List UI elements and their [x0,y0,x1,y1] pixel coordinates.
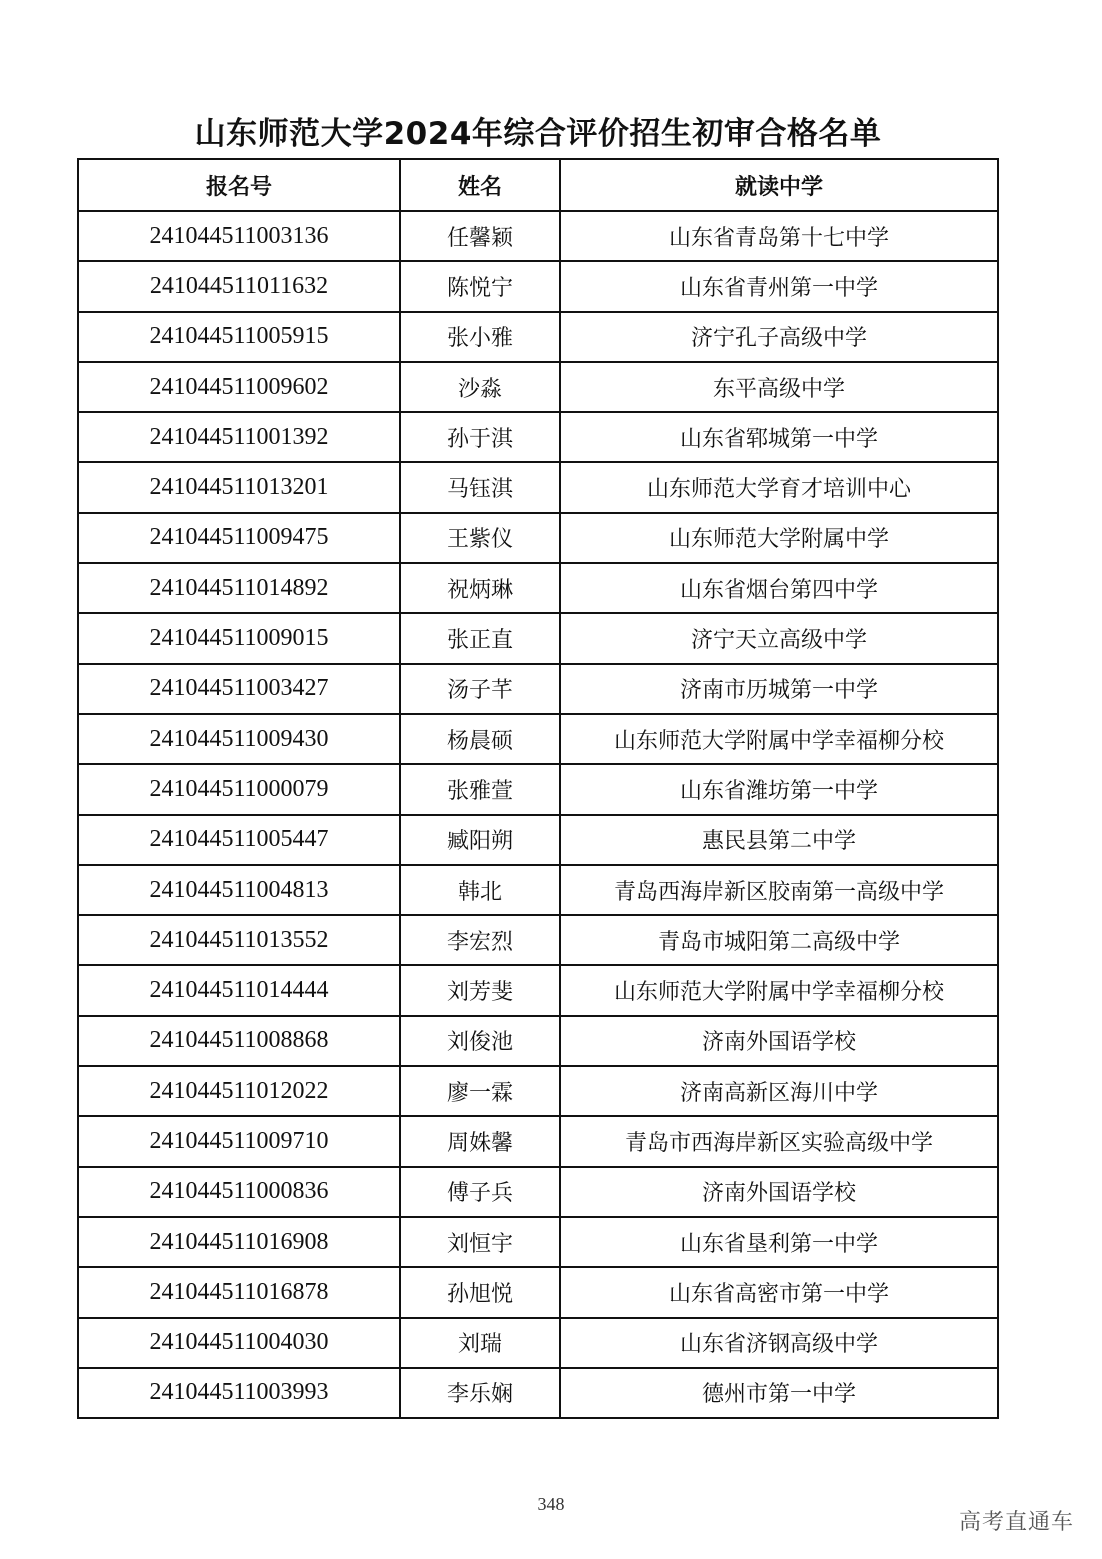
table-row [78,513,998,563]
school-cell: 山东省垦利第一中学 [560,1217,998,1267]
student-name-cell: 刘俊池 [400,1016,560,1066]
school-cell: 青岛市城阳第二高级中学 [560,915,998,965]
table-row [78,915,998,965]
registration-number-cell: 241044511014892 [78,563,400,613]
table-row [78,462,998,512]
table-row [78,664,998,714]
column-header-registration-number: 报名号 [78,159,400,211]
registration-number-cell: 241044511013201 [78,462,400,512]
school-cell: 济宁天立高级中学 [560,613,998,663]
student-name-cell: 孙于淇 [400,412,560,462]
registration-number-cell: 241044511013552 [78,915,400,965]
student-name-cell: 沙淼 [400,362,560,412]
school-cell: 山东师范大学附属中学幸福柳分校 [560,965,998,1015]
student-name-cell: 祝炳琳 [400,563,560,613]
table-row [78,965,998,1015]
school-cell: 山东省高密市第一中学 [560,1267,998,1317]
school-cell: 青岛西海岸新区胶南第一高级中学 [560,865,998,915]
registration-number-cell: 241044511009602 [78,362,400,412]
school-cell: 济南市历城第一中学 [560,664,998,714]
registration-number-cell: 241044511011632 [78,261,400,311]
student-name-cell: 傅子兵 [400,1167,560,1217]
student-name-cell: 刘恒宇 [400,1217,560,1267]
registration-number-cell: 241044511000079 [78,764,400,814]
school-cell: 山东师范大学育才培训中心 [560,462,998,512]
table-row [78,1116,998,1166]
school-cell: 山东省青州第一中学 [560,261,998,311]
registration-number-cell: 241044511016878 [78,1267,400,1317]
registration-number-cell: 241044511009475 [78,513,400,563]
table-row [78,1066,998,1116]
table-row [78,1368,998,1418]
admission-list-table [77,158,999,1419]
registration-number-cell: 241044511016908 [78,1217,400,1267]
student-name-cell: 张小雅 [400,312,560,362]
student-name-cell: 任馨颖 [400,211,560,261]
table-row [78,362,998,412]
table-row [78,211,998,261]
column-header-school: 就读中学 [560,159,998,211]
registration-number-cell: 241044511012022 [78,1066,400,1116]
school-cell: 济南外国语学校 [560,1016,998,1066]
table-row [78,261,998,311]
registration-number-cell: 241044511009710 [78,1116,400,1166]
school-cell: 德州市第一中学 [560,1368,998,1418]
student-name-cell: 李宏烈 [400,915,560,965]
table-row [78,815,998,865]
table-body [78,211,998,1418]
registration-number-cell: 241044511003993 [78,1368,400,1418]
school-cell: 东平高级中学 [560,362,998,412]
student-name-cell: 陈悦宁 [400,261,560,311]
school-cell: 山东师范大学附属中学幸福柳分校 [560,714,998,764]
student-name-cell: 王紫仪 [400,513,560,563]
table-row [78,1318,998,1368]
school-cell: 山东师范大学附属中学 [560,513,998,563]
student-name-cell: 臧阳朔 [400,815,560,865]
registration-number-cell: 241044511005447 [78,815,400,865]
table-row [78,312,998,362]
table-row [78,865,998,915]
student-name-cell: 汤子芊 [400,664,560,714]
watermark: 高考直通车 [958,1510,1074,1535]
school-cell: 济宁孔子高级中学 [560,312,998,362]
student-name-cell: 马钰淇 [400,462,560,512]
student-name-cell: 李乐娴 [400,1368,560,1418]
table-row [78,613,998,663]
student-name-cell: 孙旭悦 [400,1267,560,1317]
page-number: 348 [537,1494,565,1514]
document-title: 山东师范大学2024年综合评价招生初审合格名单 [194,116,882,152]
registration-number-cell: 241044511000836 [78,1167,400,1217]
registration-number-cell: 241044511001392 [78,412,400,462]
student-name-cell: 杨晨硕 [400,714,560,764]
table-row [78,412,998,462]
school-cell: 山东省济钢高级中学 [560,1318,998,1368]
registration-number-cell: 241044511014444 [78,965,400,1015]
table-row [78,1016,998,1066]
school-cell: 惠民县第二中学 [560,815,998,865]
school-cell: 山东省潍坊第一中学 [560,764,998,814]
student-name-cell: 张雅萱 [400,764,560,814]
table-row [78,1167,998,1217]
student-name-cell: 刘芳斐 [400,965,560,1015]
school-cell: 青岛市西海岸新区实验高级中学 [560,1116,998,1166]
registration-number-cell: 241044511004030 [78,1318,400,1368]
table-row [78,563,998,613]
table-header-row [78,159,998,211]
registration-number-cell: 241044511003427 [78,664,400,714]
school-cell: 济南高新区海川中学 [560,1066,998,1116]
school-cell: 济南外国语学校 [560,1167,998,1217]
table-row [78,1217,998,1267]
table-row [78,1267,998,1317]
column-header-name: 姓名 [400,159,560,211]
school-cell: 山东省青岛第十七中学 [560,211,998,261]
school-cell: 山东省郓城第一中学 [560,412,998,462]
student-name-cell: 刘瑞 [400,1318,560,1368]
student-name-cell: 韩北 [400,865,560,915]
registration-number-cell: 241044511009015 [78,613,400,663]
student-name-cell: 张正直 [400,613,560,663]
registration-number-cell: 241044511003136 [78,211,400,261]
table-row [78,764,998,814]
school-cell: 山东省烟台第四中学 [560,563,998,613]
registration-number-cell: 241044511009430 [78,714,400,764]
table-row [78,714,998,764]
student-name-cell: 廖一霖 [400,1066,560,1116]
registration-number-cell: 241044511004813 [78,865,400,915]
registration-number-cell: 241044511005915 [78,312,400,362]
student-name-cell: 周姝馨 [400,1116,560,1166]
registration-number-cell: 241044511008868 [78,1016,400,1066]
